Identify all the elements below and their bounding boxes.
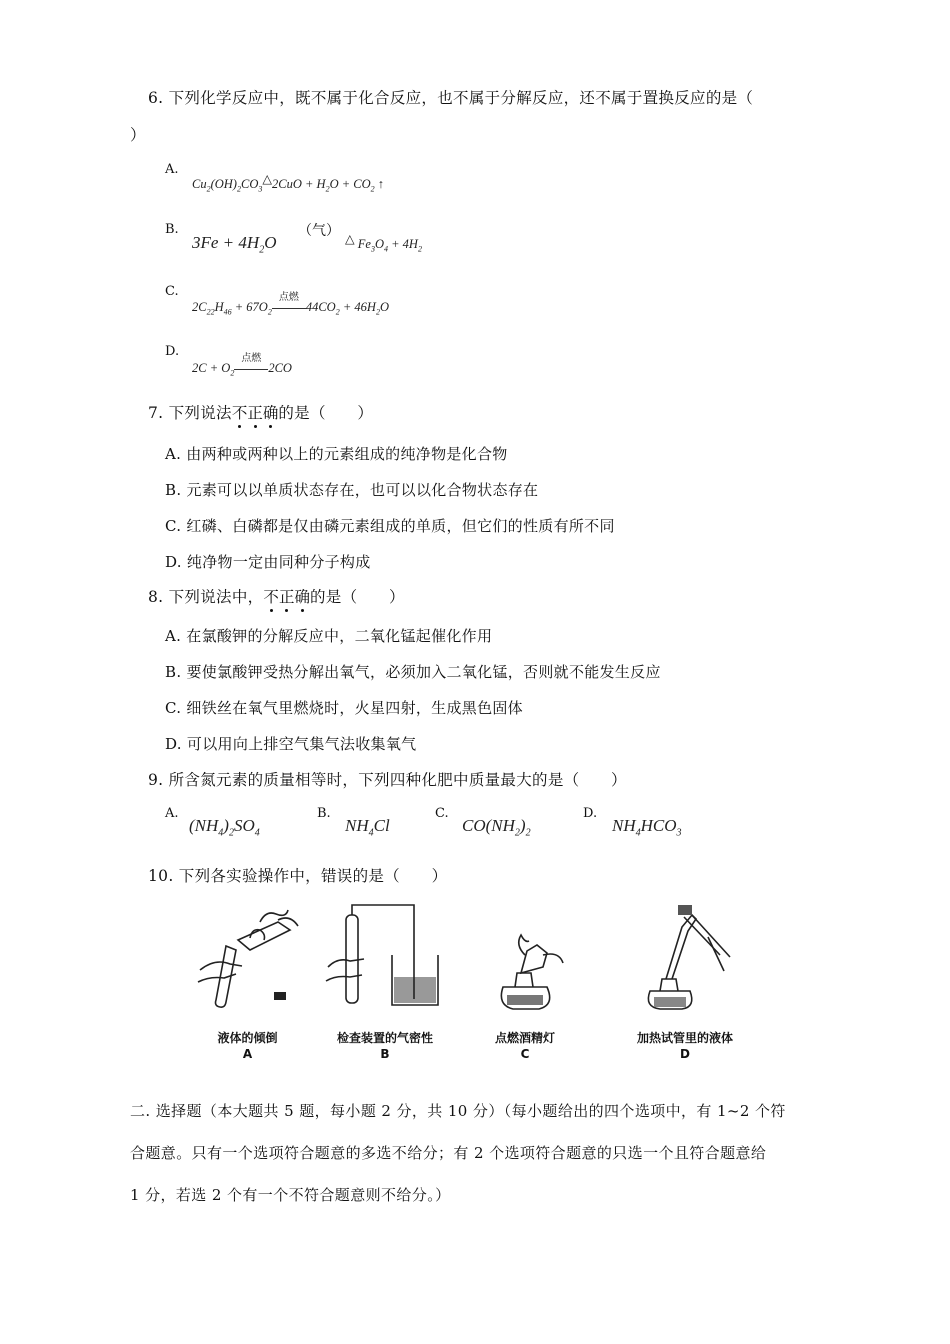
q9-option-d-formula: $NH_4HCO_3$ — [612, 816, 682, 839]
airtightness-check-illustration — [320, 895, 450, 1015]
q7-option-c: C. 红磷、白磷都是仅由磷元素组成的单质，但它们的性质有所不同 — [165, 517, 615, 535]
q8-option-b: B. 要使氯酸钾受热分解出氧气，必须加入二氧化锰，否则就不能发生反应 — [165, 663, 661, 681]
q9-option-b-label: B. — [317, 806, 331, 821]
section2-line1: 二. 选择题（本大题共 5 题，每小题 2 分，共 10 分）（每小题给出的四个选项中，有 1~2 个符 — [130, 1102, 786, 1120]
q9-option-b-formula: $NH_4Cl$ — [345, 816, 390, 839]
q9-option-c-formula: $CO(NH_2)_2$ — [462, 816, 531, 839]
q8-option-c: C. 细铁丝在氧气里燃烧时，火星四射，生成黑色固体 — [165, 699, 523, 717]
figure-c-caption: 点燃酒精灯 C — [494, 1031, 555, 1061]
q6-option-b-right: △ $Fe_3O_4 + 4H_2$ — [345, 232, 422, 254]
q9-option-a-formula: $(NH_4)_2SO_4$ — [189, 816, 260, 839]
q6-option-a-label: A. — [165, 162, 179, 177]
q6-option-d-label: D. — [165, 344, 180, 359]
pouring-liquid-illustration — [190, 900, 310, 1015]
q7-emphasis: 不正确 — [232, 404, 279, 422]
q8-option-a: A. 在氯酸钾的分解反应中，二氧化锰起催化作用 — [165, 627, 493, 645]
q7-stem: 7. 下列说法不正确的是（ ） — [148, 401, 373, 423]
figure-d-caption: 加热试管里的液体 D — [636, 1031, 733, 1061]
heat-symbol: △ — [262, 172, 272, 186]
figure-b-caption: 检查装置的气密性 B — [336, 1031, 433, 1061]
q9-option-c-label: C. — [435, 806, 449, 821]
ignite-label: 点燃 — [278, 292, 299, 303]
q6-option-b-left: $3Fe + 4H_2O$ — [192, 233, 277, 256]
q8-emphasis: 不正确 — [263, 588, 310, 606]
q6-option-b-label: B. — [165, 222, 179, 237]
q8-stem: 8. 下列说法中，不正确的是（ ） — [148, 585, 405, 607]
q6-option-c-equation: $2C_{22}H_{46} + 67O_2$ 点燃 $44CO_2 + 46H_2O$ — [192, 300, 389, 317]
q8-option-d: D. 可以用向上排空气集气法收集氧气 — [165, 735, 417, 753]
q6-stem-line2: ） — [130, 126, 146, 144]
q6-option-a-equation: $Cu_2(OH)_2CO_3\triangle 2CuO + H_2O + CO_2$ ↑ — [192, 172, 385, 194]
q9-stem: 9. 所含氮元素的质量相等时，下列四种化肥中质量最大的是（ ） — [148, 771, 627, 789]
q6-option-d-equation: $2C + O_2$ 点燃 2CO — [192, 353, 292, 378]
q10-figures — [185, 895, 765, 1070]
q7-option-d: D. 纯净物一定由同种分子构成 — [165, 553, 371, 571]
heating-test-tube-illustration — [630, 895, 740, 1015]
q9-option-d-label: D. — [583, 806, 598, 821]
section2-line3: 1 分，若选 2 个有一个不符合题意则不给分。） — [130, 1186, 451, 1204]
q6-stem-line1: 6. 下列化学反应中，既不属于化合反应，也不属于分解反应，还不属于置换反应的是（ — [148, 89, 754, 107]
figure-a-caption: 液体的倾倒 A — [217, 1031, 278, 1061]
q9-option-a-label: A. — [165, 806, 179, 821]
lighting-alcohol-lamp-illustration — [485, 915, 575, 1015]
q6-option-b-gas-note: （气） — [298, 223, 340, 239]
q6-option-c-label: C. — [165, 284, 179, 299]
section2-line2: 合题意。只有一个选项符合题意的多选不给分；有 2 个选项符合题意的只选一个且符合题意给 — [130, 1144, 767, 1162]
q7-option-b: B. 元素可以以单质状态存在，也可以以化合物状态存在 — [165, 481, 539, 499]
q10-stem: 10. 下列各实验操作中，错误的是（ ） — [148, 867, 448, 885]
q7-option-a: A. 由两种或两种以上的元素组成的纯净物是化合物 — [165, 445, 508, 463]
